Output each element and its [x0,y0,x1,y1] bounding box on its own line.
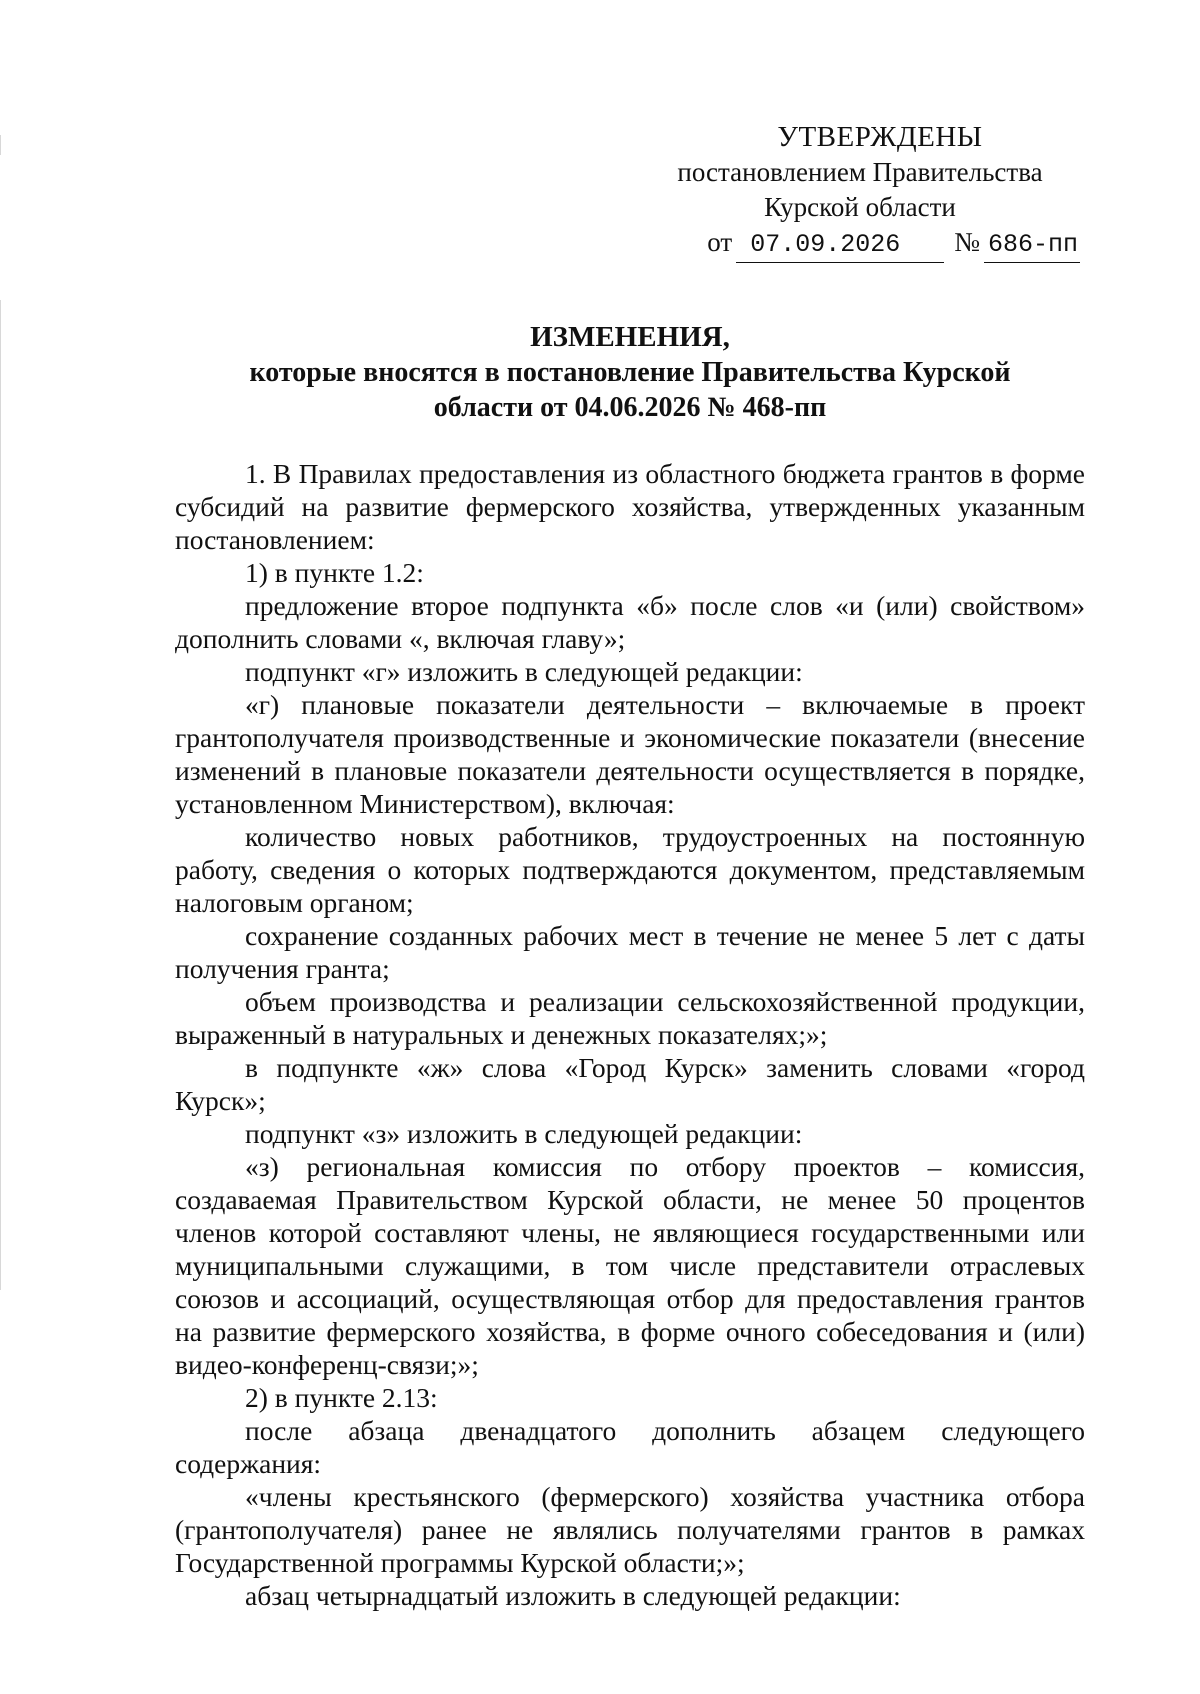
approval-heading: УТВЕРЖДЕНЫ [777,121,983,153]
approval-line-1: постановлением Правительства [677,157,1043,187]
paragraph: в подпункте «ж» слова «Город Курск» заменить словами «город Курск»; [175,1052,1085,1116]
approval-line-2: Курской области [764,192,956,222]
document-title [175,320,1085,425]
approval-block [640,120,1080,263]
paragraph: подпункт «з» изложить в следующей редакции: [245,1118,803,1149]
title-subtitle-1: которые вносятся в постановление Правительства Курской [249,357,1011,388]
paragraph: «г) плановые показатели деятельности – включаемые в проект грантополучателя производственные и экономические показатели (внесение изменений в плановые показатели деятельности осуществляется в порядке, установленном Министерством), включая: [175,689,1085,819]
paragraph: 1) в пункте 1.2: [245,557,424,588]
scan-artifact [0,300,1,1290]
paragraph: подпункт «г» изложить в следующей редакции: [245,656,803,687]
paragraph: объем производства и реализации сельскохозяйственной продукции, выраженный в натуральных и денежных показателях;»; [175,986,1085,1050]
title-subtitle-2: области от 04.06.2026 № 468-пп [433,392,827,423]
paragraph: абзац четырнадцатый изложить в следующей редакции: [245,1580,901,1611]
paragraph: 1. В Правилах предоставления из областного бюджета грантов в форме субсидий на развитие фермерского хозяйства, утвержденных указанным постановлением: [175,458,1085,555]
paragraph: 2) в пункте 2.13: [245,1382,438,1413]
paragraph: «члены крестьянского (фермерского) хозяйства участника отбора (грантополучателя) ранее не являлись получателями грантов в рамках Государственной программы Курской области;»; [175,1481,1085,1578]
paragraph: сохранение созданных рабочих мест в течение не менее 5 лет с даты получения гранта; [175,920,1085,984]
title-main: ИЗМЕНЕНИЯ, [530,321,730,353]
paragraph: после абзаца двенадцатого дополнить абзацем следующего содержания: [175,1415,1085,1479]
paragraph: «з) региональная комиссия по отбору проектов – комиссия, создаваемая Правительством Курской области, не менее 50 процентов членов которой составляют члены, не являющиеся государственными или муниципальными служащими, в том числе представители отраслевых союзов и ассоциаций, осуществляющая отбор для предоставления грантов на развитие фермерского хозяйства, в форме очного собеседования и (или) видео-конференц-связи;»; [175,1151,1085,1380]
paragraph: предложение второе подпункта «б» после слов «и (или) свойством» дополнить словами «, включая главу»; [175,590,1085,654]
date-prefix: от [707,227,733,257]
document-body [175,457,1085,1612]
approval-date: 07.09.2026 [736,227,944,263]
approval-date-line [640,225,1080,263]
approval-number: 686-пп [984,227,1080,263]
scan-artifact [0,135,1,155]
number-prefix: № [954,227,980,257]
paragraph: количество новых работников, трудоустроенных на постоянную работу, сведения о которых подтверждаются документом, представляемым налоговым органом; [175,821,1085,918]
